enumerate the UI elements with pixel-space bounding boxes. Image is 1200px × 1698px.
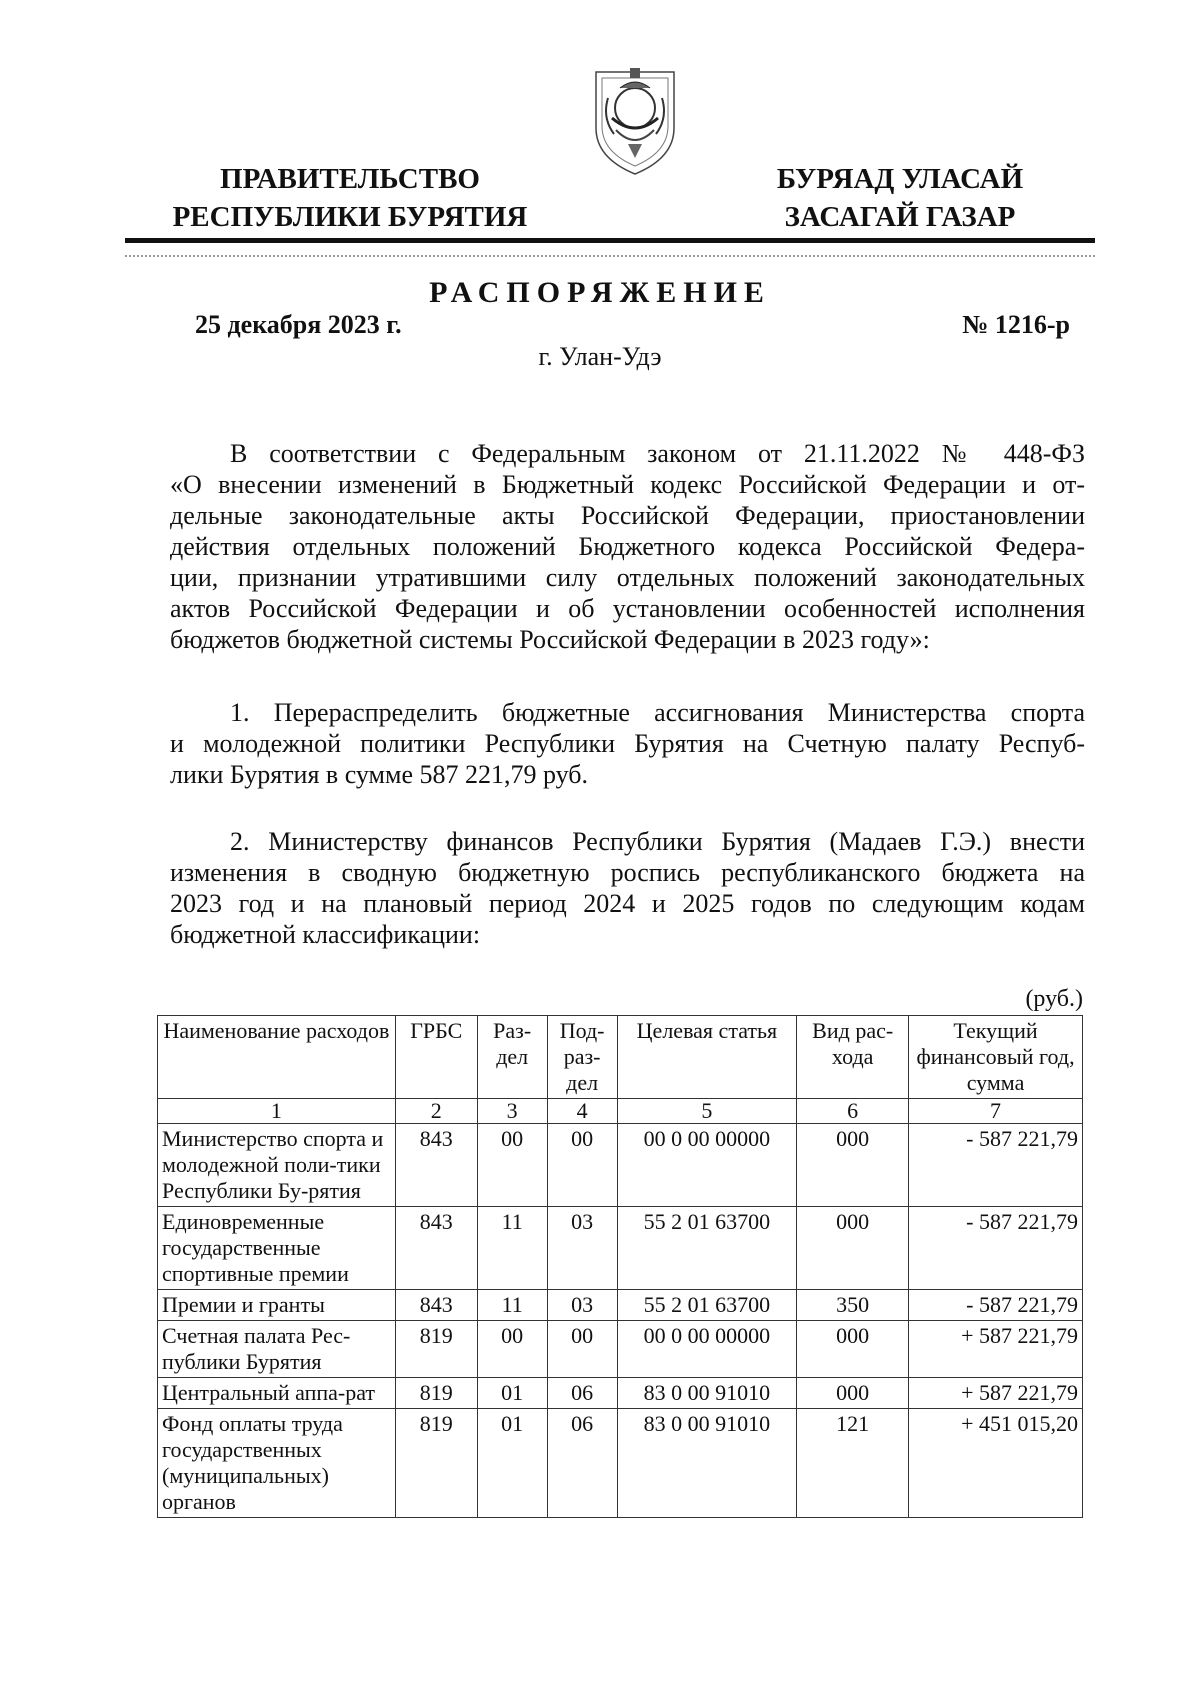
target-article-cell: 55 2 01 63700 bbox=[617, 1290, 797, 1321]
column-number-row bbox=[158, 1099, 1083, 1124]
header-cell: Текущий финансовый год, сумма bbox=[909, 1016, 1083, 1099]
header-cell: Наименование расходов bbox=[158, 1016, 396, 1099]
column-number: 5 bbox=[617, 1099, 797, 1124]
expense-name-cell: Премии и гранты bbox=[158, 1290, 396, 1321]
subsection-cell: 06 bbox=[547, 1409, 617, 1518]
text-line: бюджетов бюджетной системы Российской Федерации в 2023 году»: bbox=[170, 625, 930, 654]
text-line: бюджетной классификации: bbox=[170, 920, 481, 949]
text-line: действия отдельных положений Бюджетного кодекса Российской Федера- bbox=[170, 532, 1085, 561]
government-title-ru-line1: ПРАВИТЕЛЬСТВО bbox=[220, 163, 480, 195]
government-title-ru bbox=[150, 160, 550, 236]
header-cell: ГРБС bbox=[395, 1016, 477, 1099]
amount-cell: - 587 221,79 bbox=[909, 1290, 1083, 1321]
section-cell: 11 bbox=[477, 1207, 547, 1290]
document-type: РАСПОРЯЖЕНИЕ bbox=[429, 276, 771, 309]
section-cell: 00 bbox=[477, 1321, 547, 1378]
grbs-cell: 819 bbox=[395, 1321, 477, 1378]
expense-name-cell: Министерство спорта и молодежной поли-тики Республики Бу-рятия bbox=[158, 1124, 396, 1207]
expense-name-cell: Центральный аппа-рат bbox=[158, 1378, 396, 1409]
government-title-bua bbox=[740, 160, 1060, 236]
text-line: ции, признании утратившими силу отдельных положений законодательных bbox=[170, 563, 1085, 592]
grbs-cell: 843 bbox=[395, 1207, 477, 1290]
column-number: 7 bbox=[909, 1099, 1083, 1124]
section-cell: 01 bbox=[477, 1409, 547, 1518]
subsection-cell: 00 bbox=[547, 1321, 617, 1378]
column-number: 6 bbox=[797, 1099, 909, 1124]
table-unit-label: (руб.) bbox=[1025, 986, 1083, 1012]
text-line: дельные законодательные акты Российской Федерации, приостановлении bbox=[170, 501, 1085, 530]
target-article-cell: 83 0 00 91010 bbox=[617, 1378, 797, 1409]
table-row bbox=[158, 1124, 1083, 1207]
expense-name-cell: Счетная палата Рес-публики Бурятия bbox=[158, 1321, 396, 1378]
subsection-cell: 00 bbox=[547, 1124, 617, 1207]
table-body bbox=[158, 1124, 1083, 1518]
target-article-cell: 00 0 00 00000 bbox=[617, 1321, 797, 1378]
header-divider-dotted bbox=[125, 255, 1095, 257]
header-cell: Под-раз-дел bbox=[547, 1016, 617, 1099]
subsection-cell: 03 bbox=[547, 1290, 617, 1321]
clause-1-paragraph bbox=[170, 697, 1085, 790]
text-line: и молодежной политики Республики Бурятия на Счетную палату Респуб- bbox=[170, 729, 1085, 758]
column-number: 1 bbox=[158, 1099, 396, 1124]
expense-type-cell: 000 bbox=[797, 1321, 909, 1378]
amount-cell: + 587 221,79 bbox=[909, 1378, 1083, 1409]
header-cell: Раз-дел bbox=[477, 1016, 547, 1099]
column-number: 4 bbox=[547, 1099, 617, 1124]
expense-type-cell: 121 bbox=[797, 1409, 909, 1518]
expense-type-cell: 000 bbox=[797, 1124, 909, 1207]
section-cell: 01 bbox=[477, 1378, 547, 1409]
table-row bbox=[158, 1409, 1083, 1518]
header-cell: Целевая статья bbox=[617, 1016, 797, 1099]
section-cell: 00 bbox=[477, 1124, 547, 1207]
target-article-cell: 00 0 00 00000 bbox=[617, 1124, 797, 1207]
grbs-cell: 843 bbox=[395, 1124, 477, 1207]
preamble-paragraph bbox=[170, 438, 1085, 655]
subsection-cell: 03 bbox=[547, 1207, 617, 1290]
grbs-cell: 819 bbox=[395, 1378, 477, 1409]
amount-cell: + 587 221,79 bbox=[909, 1321, 1083, 1378]
clause-2-paragraph bbox=[170, 826, 1085, 950]
column-number: 3 bbox=[477, 1099, 547, 1124]
amount-cell: - 587 221,79 bbox=[909, 1207, 1083, 1290]
expense-name-cell: Единовременные государственные спортивные премии bbox=[158, 1207, 396, 1290]
header-divider bbox=[125, 238, 1095, 243]
document-number: № 1216-р bbox=[962, 310, 1070, 339]
text-line: лики Бурятия в сумме 587 221,79 руб. bbox=[170, 760, 589, 789]
target-article-cell: 83 0 00 91010 bbox=[617, 1409, 797, 1518]
text-line: актов Российской Федерации и об установлении особенностей исполнения bbox=[170, 594, 1085, 623]
subsection-cell: 06 bbox=[547, 1378, 617, 1409]
expense-type-cell: 000 bbox=[797, 1207, 909, 1290]
amount-cell: - 587 221,79 bbox=[909, 1124, 1083, 1207]
text-line: В соответствии с Федеральным законом от 21.11.2022 № 448-ФЗ bbox=[230, 439, 1085, 468]
target-article-cell: 55 2 01 63700 bbox=[617, 1207, 797, 1290]
document-city: г. Улан-Удэ bbox=[538, 342, 662, 371]
expense-type-cell: 000 bbox=[797, 1378, 909, 1409]
grbs-cell: 843 bbox=[395, 1290, 477, 1321]
table-row bbox=[158, 1290, 1083, 1321]
text-line: 2023 год и на плановый период 2024 и 2025 годов по следующим кодам bbox=[170, 889, 1085, 918]
text-line: изменения в сводную бюджетную роспись республиканского бюджета на bbox=[170, 858, 1085, 887]
table-row bbox=[158, 1378, 1083, 1409]
column-number: 2 bbox=[395, 1099, 477, 1124]
government-title-bua-line1: БУРЯАД УЛАСАЙ bbox=[776, 163, 1024, 195]
document-date: 25 декабря 2023 г. bbox=[195, 310, 402, 339]
coat-of-arms-icon bbox=[590, 58, 680, 178]
government-title-ru-line2: РЕСПУБЛИКИ БУРЯТИЯ bbox=[172, 201, 528, 233]
expense-type-cell: 350 bbox=[797, 1290, 909, 1321]
table-row bbox=[158, 1321, 1083, 1378]
text-line: 1. Перераспределить бюджетные ассигнования Министерства спорта bbox=[230, 698, 1085, 727]
expense-name-cell: Фонд оплаты труда государственных (муниципальных) органов bbox=[158, 1409, 396, 1518]
budget-table bbox=[157, 1015, 1083, 1518]
text-line: «О внесении изменений в Бюджетный кодекс Российской Федерации и от- bbox=[170, 470, 1085, 499]
grbs-cell: 819 bbox=[395, 1409, 477, 1518]
section-cell: 11 bbox=[477, 1290, 547, 1321]
text-line: 2. Министерству финансов Республики Бурятия (Мадаев Г.Э.) внести bbox=[230, 827, 1085, 856]
header-cell: Вид рас-хода bbox=[797, 1016, 909, 1099]
table-header-row bbox=[158, 1016, 1083, 1099]
table-row bbox=[158, 1207, 1083, 1290]
amount-cell: + 451 015,20 bbox=[909, 1409, 1083, 1518]
government-title-bua-line2: ЗАСАГАЙ ГАЗАР bbox=[784, 201, 1016, 233]
